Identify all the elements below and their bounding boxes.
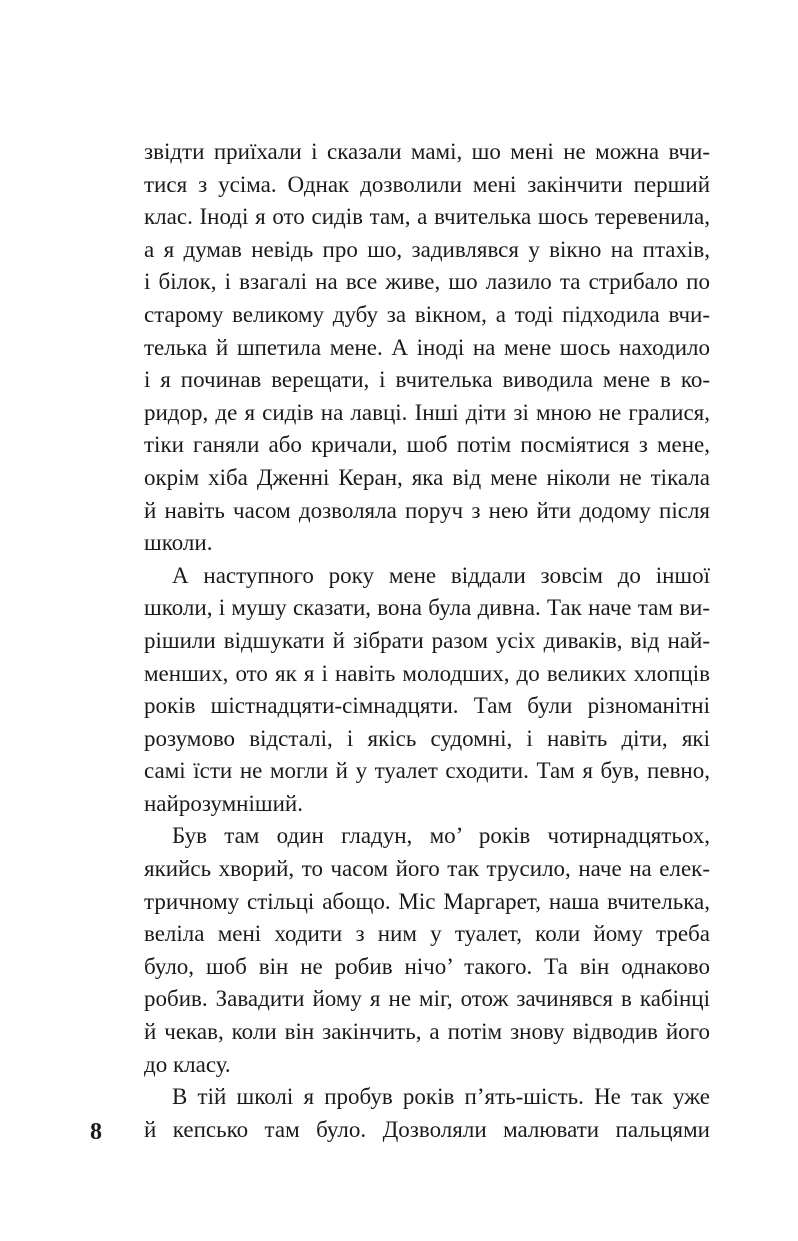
text-line: рішили відшукати й зібрати разом усіх диваків, від най- (144, 627, 710, 653)
paragraph (144, 1081, 710, 1146)
text-line: якийсь хворий, то часом його так трусило, наче на елек- (144, 856, 710, 882)
text-line: й чекав, коли він закінчить, а потім знову відводив його (144, 1019, 710, 1045)
paragraph (144, 560, 710, 821)
text-line: телька й шпетила мене. А іноді на мене шось находило (144, 334, 710, 360)
text-line: Був там один гладун, мо’ років чотирнадцятьох, (172, 823, 710, 849)
paragraph (144, 136, 710, 560)
text-line: школи. (144, 530, 213, 556)
text-line: і я починав верещати, і вчителька виводила мене в ко- (144, 367, 710, 393)
text-line: окрім хіба Дженні Керан, яка від мене ніколи не тікала (144, 464, 710, 490)
text-line: клас. Іноді я ото сидів там, а вчителька шось теревенила, (144, 204, 710, 230)
text-line: школи, і мушу сказати, вона була дивна. Так наче там ви- (144, 595, 710, 621)
text-line: робив. Завадити йому я не міг, отож зачинявся в кабінці (144, 986, 710, 1012)
text-line: А наступного року мене віддали зовсім до іншої (172, 562, 710, 588)
text-line: старому великому дубу за вікном, а тоді підходила вчи- (144, 301, 710, 327)
page-body-text (144, 136, 710, 1146)
text-line: років шістнадцяти-сімнадцяти. Там були різноманітні (144, 693, 710, 719)
text-line: ридор, де я сидів на лавці. Інші діти зі мною не гралися, (144, 399, 710, 425)
text-line: й кепсько там було. Дозволяли малювати пальцями (144, 1116, 710, 1142)
page-number: 8 (90, 1119, 102, 1145)
text-line: було, шоб він не робив нічо’ такого. Та він однаково (144, 953, 710, 979)
text-line: менших, ото як я і навіть молодших, до великих хлопців (144, 660, 710, 686)
paragraph (144, 820, 710, 1081)
text-line: й навіть часом дозволяла поруч з нею йти додому після (144, 497, 710, 523)
text-line: В тій школі я пробув років п’ять-шість. Не так уже (172, 1084, 710, 1110)
text-line: найрозумніший. (144, 790, 303, 816)
text-line: тіки ганяли або кричали, шоб потім посміятися з мене, (144, 432, 710, 458)
text-line: розумово відсталі, і якісь судомні, і навіть діти, які (144, 725, 710, 751)
text-line: звідти приїхали і сказали мамі, шо мені не можна вчи- (144, 139, 710, 164)
text-line: тричному стільці абощо. Міс Маргарет, наша вчителька, (144, 888, 710, 914)
text-line: до класу. (144, 1051, 231, 1077)
text-line: самі їсти не могли й у туалет сходити. Там я був, певно, (144, 758, 710, 784)
text-line: тися з усіма. Однак дозволили мені закінчити перший (144, 171, 710, 197)
text-line: а я думав невідь про шо, задивлявся у вікно на птахів, (144, 236, 710, 262)
text-line: і білок, і взагалі на все живе, шо лазило та стрибало по (144, 269, 710, 295)
text-line: веліла мені ходити з ним у туалет, коли йому треба (144, 921, 710, 947)
